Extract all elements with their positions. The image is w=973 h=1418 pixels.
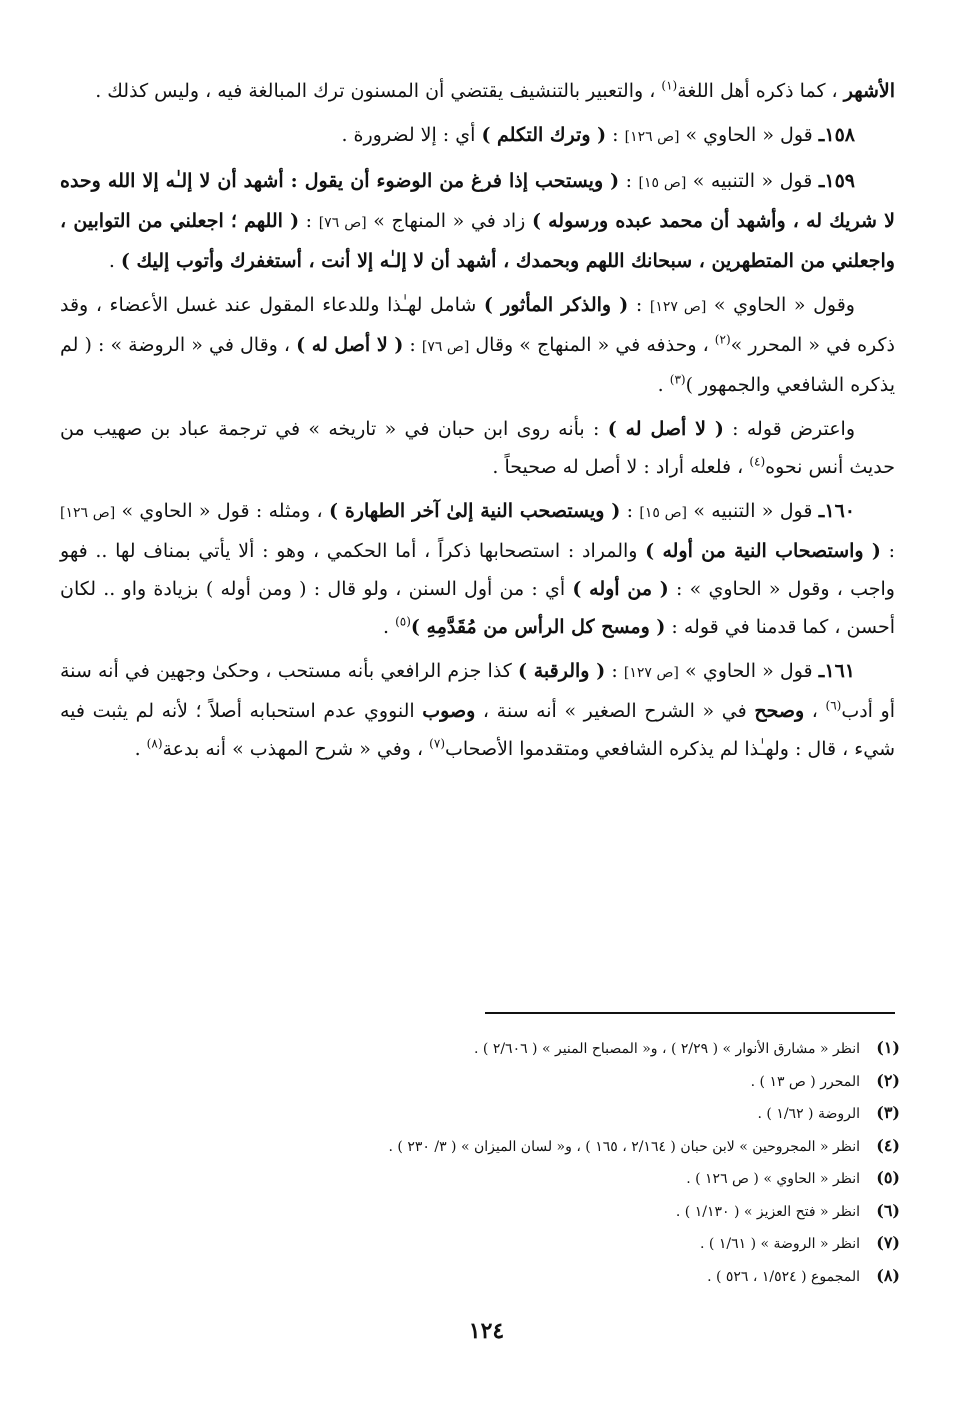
footnote-text: انظر « الحاوي » ( ص ١٢٦ ) .	[686, 1171, 860, 1187]
footnotes	[200, 1034, 900, 1294]
footnote-ref[interactable]: (٣)	[669, 372, 686, 387]
text: ، وحذفه في « المنهاج » وقال	[469, 334, 715, 356]
footnote-text: المحرر ( ص ١٣ ) .	[750, 1073, 860, 1090]
text: شامل لهـٰذا وللدعاء المقول عند غسل الأعضاء ، وقد ذكره في « المحرر »	[60, 294, 896, 356]
text: كذا جزم الرافعي بأنه مستحب ، وحكىٰ وجهين في أنه سنة أو أدب	[60, 660, 896, 722]
text: : بأنه روى ابن حبان في « تاريخه » في ترجمة عباد بن صهيب من حديث أنس نحوه	[60, 418, 895, 478]
text: ، والتعبير بالتنشيف يقتضي أن المسنون ترك المبالغة فيه ، وليس كذلك .	[95, 80, 662, 102]
text: أي : إلا لضرورة .	[341, 124, 482, 146]
footnote-item	[200, 1099, 900, 1132]
text: ، ومثله : قول « الحاوي »	[115, 500, 329, 522]
quotation: ( ويستصحب النية إلىٰ آخر الطهارة )	[328, 500, 621, 522]
quotation: ( ومسح كل الرأس من مُقَدَّمِهِ )	[410, 616, 666, 638]
footnote-ref[interactable]: (١)	[661, 78, 678, 93]
footnote-ref[interactable]: (٨)	[146, 736, 163, 751]
quotation: ( ويستحب إذا فرغ من الوضوء أن يقول : أشهد أن لا إلـٰه إلا الله وحده لا شريك له ، وأشهد أن محمد عبده ورسوله )	[60, 170, 895, 232]
item-number: ١٦١ـ	[818, 660, 855, 682]
quotation: ( والرقبة )	[518, 660, 606, 682]
bold-word: وصحح	[754, 700, 805, 722]
text: :	[403, 334, 422, 356]
paragraph-159	[60, 162, 895, 280]
page-reference: [ص ١٥]	[638, 175, 687, 191]
quotation: ( واستصحاب النية من أوله )	[645, 540, 881, 562]
text: قول « التنبيه »	[687, 500, 819, 522]
text: :	[628, 294, 650, 316]
footnote-number: (٦)	[876, 1200, 900, 1220]
text: وقول « الحاوي »	[706, 294, 855, 316]
quotation: ( من أوله )	[572, 578, 669, 600]
text: ، فلعله أراد : لا أصل له صحيحاً .	[492, 456, 750, 478]
page-reference: [ص ١٢٦]	[624, 129, 680, 145]
footnote-ref[interactable]: (٤)	[749, 454, 766, 469]
text: ، كما ذكره أهل اللغة	[677, 80, 844, 102]
paragraph-continuation	[60, 72, 895, 110]
paragraph-158	[60, 116, 895, 156]
item-number: ١٦٠ـ	[818, 500, 855, 522]
page-reference: [ص ١٢٦]	[60, 505, 116, 521]
text: ، وفي « شرح المهذب » أنه بدعة	[162, 738, 430, 760]
footnote-number: (١)	[876, 1038, 900, 1057]
text: قول « الحاوي »	[678, 660, 819, 682]
text: ،	[804, 700, 826, 722]
footnote-ref[interactable]: (٢)	[714, 332, 731, 347]
quotation: ( والذكر المأثور )	[483, 294, 629, 316]
page-reference: [ص ١٢٧]	[623, 665, 679, 681]
footnote-number: (٥)	[876, 1168, 900, 1187]
page-reference: [ص ٧٦]	[318, 215, 367, 231]
text: زاد في « المنهاج »	[366, 210, 532, 232]
text: في « الشرح الصغير » أنه سنة ،	[475, 700, 755, 722]
footnote-number: (٧)	[876, 1233, 900, 1252]
text: :	[605, 660, 624, 682]
footnote-number: (٣)	[876, 1103, 900, 1122]
paragraph-161	[60, 652, 895, 768]
footnote-text: انظر « فتح العزيز » ( ١/١٣٠ ) .	[675, 1203, 860, 1220]
item-number: ١٥٩ـ	[818, 170, 856, 192]
main-text	[60, 72, 895, 774]
quotation: ( لا أصل له )	[296, 334, 404, 356]
text: أي : من أول السنن ، ولو قال : ( ومن أوله ) بزيادة واو .. لكان أحسن ، كما قدمنا في قوله :	[60, 578, 895, 638]
text: :	[299, 210, 319, 232]
footnote-text: المجموع ( ١/٥٢٤ ، ٥٢٦ ) .	[707, 1268, 860, 1285]
text: النووي عدم استحبابه أصلاً ؛ لأنه لم يثبت فيه شيء ، قال : ولهـٰذا لم يذكره الشافعي ومتقدموا الأصحاب	[60, 700, 895, 760]
page-reference: [ص ٧٦]	[421, 339, 470, 355]
footnote-item	[200, 1229, 900, 1262]
footnote-number: (٤)	[876, 1135, 900, 1155]
text: قول « الحاوي »	[679, 124, 819, 146]
text: واعترض قوله :	[723, 418, 856, 440]
bold-word: وصوب	[422, 700, 476, 722]
footnote-item	[200, 1034, 900, 1067]
footnote-item	[200, 1262, 900, 1295]
footnote-number: (٨)	[876, 1265, 900, 1285]
footnote-separator	[485, 1012, 895, 1014]
page-reference: [ص ١٥]	[639, 505, 688, 521]
bold-word: الأشهر	[843, 80, 895, 102]
text: .	[134, 738, 147, 760]
quotation: ( لا أصل له )	[607, 418, 724, 440]
item-number: ١٥٨ـ	[818, 124, 855, 146]
footnote-text: انظر « مشارق الأنوار » ( ٢/٢٩ ) ، و« المصباح المنير » ( ٢/٦٠٦ ) .	[474, 1041, 860, 1057]
text: :	[606, 124, 625, 146]
footnote-text: انظر « الروضة » ( ١/٦١ ) .	[700, 1236, 860, 1252]
text: .	[657, 374, 670, 396]
text: :	[619, 170, 639, 192]
footnote-number: (٢)	[876, 1070, 900, 1090]
footnote-item	[200, 1197, 900, 1230]
text: ، وقال في « الروضة » : ( لم يذكره الشافعي والجمهور )	[60, 334, 895, 396]
text: .	[382, 616, 396, 638]
paragraph-159-hawi	[60, 286, 895, 404]
quotation: ( اللهم ؛ اجعلني من التوابين ، واجعلني من المتطهرين ، سبحانك اللهم وبحمدك ، أشهد أن لا إلـٰه إلا أنت ، أستغفرك وأتوب إليك )	[60, 210, 895, 272]
text: :	[880, 540, 895, 562]
text: قول « التنبيه »	[686, 170, 819, 192]
page-number: ١٢٤	[468, 1318, 505, 1344]
text: .	[108, 250, 121, 272]
footnote-text: انظر « المجروحين » لابن حبان ( ٢/١٦٤ ، ١٦٥ ) ، و« لسان الميزان » ( ٣/ ٢٣٠ ) .	[388, 1138, 860, 1155]
text: والمراد : استصحابها ذكراً ، أما الحكمي ، وهو : ألا يأتي بمناف لها .. فهو واجب ، وقول « الحاوي » :	[60, 540, 895, 600]
footnote-ref[interactable]: (٥)	[395, 614, 411, 629]
footnote-item	[200, 1132, 900, 1165]
footnote-item	[200, 1067, 900, 1100]
text: :	[620, 500, 640, 522]
footnote-ref[interactable]: (٦)	[825, 698, 842, 713]
footnote-ref[interactable]: (٧)	[429, 736, 445, 751]
page-reference: [ص ١٢٧]	[649, 299, 707, 315]
footnote-text: الروضة ( ١/٦٢ ) .	[757, 1106, 860, 1122]
paragraph-159-objection	[60, 410, 895, 486]
footnote-item	[200, 1164, 900, 1197]
paragraph-160	[60, 492, 895, 646]
quotation: ( وترك التكلم )	[481, 124, 607, 146]
